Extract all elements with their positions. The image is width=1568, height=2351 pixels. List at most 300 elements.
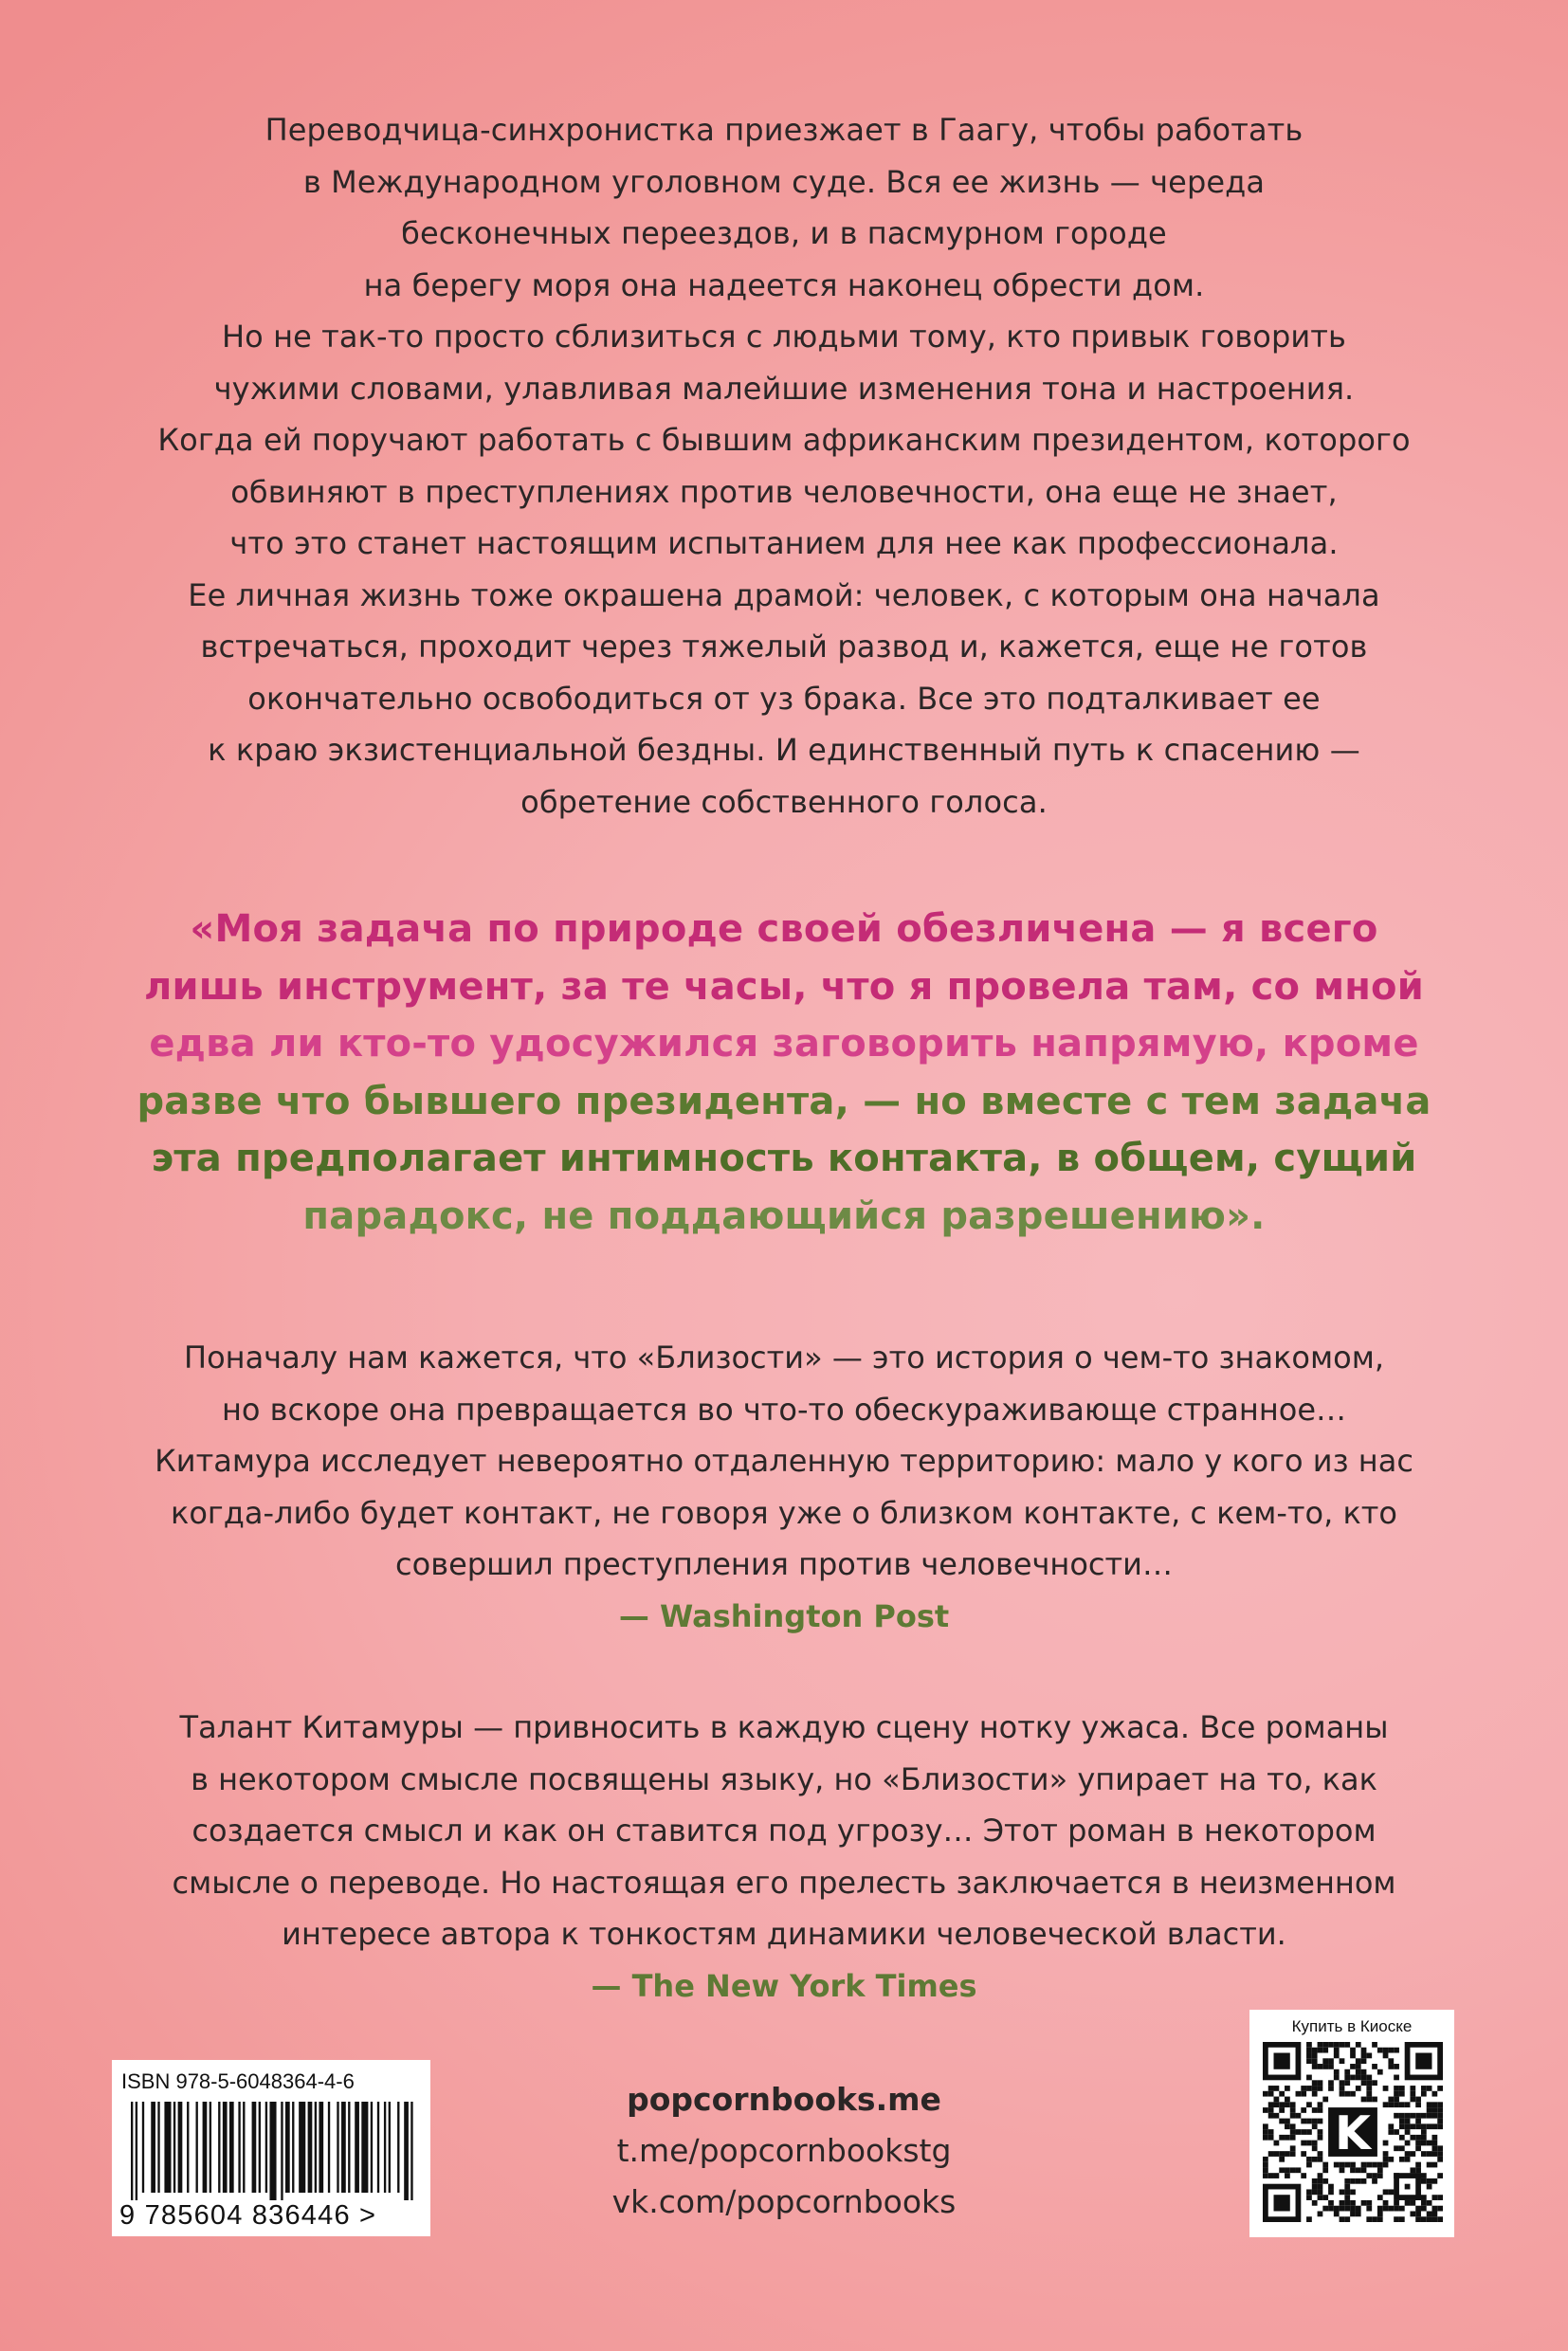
qr-module	[1383, 2086, 1389, 2091]
description-line: Ее личная жизнь тоже окрашена драмой: человек, с которым она начала	[188, 576, 1380, 613]
qr-module	[1268, 2091, 1274, 2097]
description-line: обретение собственного голоса.	[520, 783, 1048, 820]
qr-module	[1274, 2151, 1280, 2157]
qr-module	[1344, 2195, 1350, 2200]
qr-module	[1334, 2069, 1340, 2075]
qr-module	[1394, 2145, 1399, 2151]
barcode-bar	[196, 2102, 198, 2193]
qr-module	[1322, 2167, 1328, 2173]
qr-module	[1366, 2200, 1372, 2206]
qr-module	[1279, 2157, 1285, 2162]
qr-module	[1263, 2123, 1268, 2129]
qr-module	[1285, 2119, 1290, 2124]
qr-module	[1356, 2211, 1361, 2216]
qr-module	[1361, 2167, 1367, 2173]
qr-module	[1318, 2189, 1323, 2195]
qr-caption: Купить в Киоске	[1291, 2017, 1413, 2035]
qr-module	[1322, 2048, 1328, 2053]
qr-module	[1372, 2162, 1377, 2168]
qr-module	[1388, 2189, 1394, 2195]
qr-module	[1328, 2042, 1334, 2048]
qr-module	[1334, 2053, 1340, 2059]
qr-module	[1285, 2151, 1290, 2157]
qr-module	[1312, 2123, 1318, 2129]
qr-module	[1344, 2178, 1350, 2184]
qr-module	[1318, 2080, 1323, 2086]
description-line: что это станет настоящим испытанием для нее как профессионала.	[229, 525, 1339, 561]
review-line: когда-либо будет контакт, не говоря уже о близком контакте, с кем-то, кто	[170, 1494, 1397, 1531]
qr-module	[1340, 2091, 1345, 2097]
qr-module	[1274, 2053, 1290, 2069]
book-description	[0, 104, 1568, 828]
qr-module	[1344, 2075, 1350, 2081]
barcode-bar	[259, 2102, 261, 2193]
qr-module	[1328, 2058, 1334, 2064]
qr-module	[1344, 2042, 1350, 2048]
qr-module	[1312, 2141, 1318, 2146]
qr-module	[1415, 2113, 1421, 2119]
qr-module	[1356, 2086, 1361, 2091]
telegram-link[interactable]: t.me/popcornbookstg	[616, 2132, 952, 2169]
qr-module	[1431, 2151, 1437, 2157]
qr-module	[1268, 2129, 1274, 2135]
qr-module	[1301, 2173, 1306, 2178]
quote-line: лишь инструмент, за те часы, что я провела там, со мной	[144, 964, 1424, 1009]
qr-module	[1312, 2058, 1318, 2064]
qr-module	[1312, 2107, 1318, 2113]
qr-module	[1361, 2058, 1367, 2064]
barcode-bar	[404, 2102, 409, 2200]
qr-module	[1361, 2048, 1367, 2053]
qr-module	[1377, 2069, 1383, 2075]
qr-module	[1306, 2195, 1312, 2200]
description-line: чужими словами, улавливая малейшие изменения тона и настроения.	[213, 370, 1355, 407]
qr-module	[1388, 2206, 1394, 2212]
qr-module	[1405, 2119, 1411, 2124]
qr-module	[1410, 2200, 1415, 2206]
qr-module	[1301, 2091, 1306, 2097]
qr-module	[1437, 2173, 1443, 2178]
qr-module	[1340, 2167, 1345, 2173]
quote-line: эта предполагает интимность контакта, в общем, сущий	[151, 1137, 1417, 1180]
barcode-bar	[328, 2102, 330, 2193]
qr-module	[1377, 2206, 1383, 2212]
qr-module	[1318, 2195, 1323, 2200]
qr-module	[1437, 2086, 1443, 2091]
isbn-label: ISBN 978-5-6048364-4-6	[121, 2069, 355, 2093]
qr-module	[1344, 2200, 1350, 2206]
qr-module	[1366, 2080, 1372, 2086]
qr-module	[1421, 2086, 1427, 2091]
review-line: Китамура исследует невероятно отдаленную территорию: мало у кого из нас	[155, 1443, 1413, 1479]
qr-module	[1410, 2211, 1415, 2216]
qr-module	[1318, 2042, 1323, 2048]
review-line: Поначалу нам кажется, что «Близости» — это история о чем-то знакомом,	[184, 1340, 1384, 1376]
qr-module	[1366, 2097, 1372, 2103]
barcode-bar	[136, 2102, 137, 2200]
qr-module	[1415, 2097, 1421, 2103]
qr-module	[1399, 2206, 1405, 2212]
barcode-bar	[361, 2102, 368, 2193]
qr-module	[1427, 2178, 1432, 2184]
qr-module	[1427, 2184, 1432, 2190]
qr-module	[1334, 2211, 1340, 2216]
qr-module	[1377, 2173, 1383, 2178]
qr-module	[1318, 2173, 1323, 2178]
qr-module	[1399, 2157, 1405, 2162]
review-new-york-times	[0, 1702, 1568, 2012]
barcode-bar	[243, 2102, 245, 2193]
qr-module	[1306, 2086, 1312, 2091]
barcode-bar	[229, 2102, 234, 2193]
qr-module	[1366, 2086, 1372, 2091]
qr-module	[1427, 2113, 1432, 2119]
qr-module	[1328, 2086, 1334, 2091]
qr-module	[1415, 2216, 1421, 2222]
barcode-bar	[341, 2102, 346, 2193]
qr-module	[1263, 2129, 1268, 2135]
qr-module	[1312, 2053, 1318, 2059]
qr-module	[1301, 2129, 1306, 2135]
qr-module	[1405, 2141, 1411, 2146]
qr-module	[1306, 2048, 1312, 2053]
qr-module	[1350, 2178, 1356, 2184]
qr-module	[1312, 2048, 1318, 2053]
qr-module	[1290, 2129, 1296, 2135]
qr-module	[1394, 2129, 1399, 2135]
qr-module	[1394, 2216, 1399, 2222]
qr-module	[1268, 2102, 1274, 2107]
qr-module	[1394, 2102, 1399, 2107]
qr-module	[1415, 2141, 1421, 2146]
review-line: смысле о переводе. Но настоящая его прелесть заключается в неизменном	[172, 1864, 1396, 1901]
qr-module	[1437, 2206, 1443, 2212]
qr-module	[1322, 2206, 1328, 2212]
qr-module	[1318, 2211, 1323, 2216]
qr-module	[1388, 2097, 1394, 2103]
qr-module	[1328, 2206, 1334, 2212]
qr-module	[1399, 2113, 1405, 2119]
qr-module	[1263, 2157, 1268, 2162]
barcode-bar	[151, 2102, 155, 2193]
qr-module	[1285, 2173, 1290, 2178]
qr-module	[1301, 2151, 1306, 2157]
barcode-bar	[252, 2102, 257, 2193]
qr-module	[1421, 2141, 1427, 2146]
site-link[interactable]: popcornbooks.me	[627, 2081, 941, 2118]
qr-module	[1383, 2048, 1389, 2053]
qr-module	[1383, 2189, 1389, 2195]
barcode-graphic	[131, 2102, 415, 2200]
qr-module	[1356, 2069, 1361, 2075]
qr-module	[1383, 2206, 1389, 2212]
qr-module	[1377, 2048, 1383, 2053]
qr-module	[1377, 2211, 1383, 2216]
qr-module	[1301, 2086, 1306, 2091]
qr-module	[1312, 2184, 1318, 2190]
qr-module	[1383, 2151, 1389, 2157]
qr-module	[1388, 2058, 1394, 2064]
qr-module	[1377, 2195, 1383, 2200]
qr-module	[1427, 2123, 1432, 2129]
qr-module	[1296, 2167, 1302, 2173]
qr-module	[1410, 2097, 1415, 2103]
qr-code-box	[1249, 2010, 1454, 2237]
qr-module	[1340, 2162, 1345, 2168]
qr-module	[1431, 2211, 1437, 2216]
qr-module	[1427, 2200, 1432, 2206]
description-line: в Международном уголовном суде. Вся ее жизнь — череда	[302, 163, 1266, 200]
qr-module	[1290, 2113, 1296, 2119]
qr-module	[1437, 2157, 1443, 2162]
barcode-bar	[410, 2102, 412, 2200]
qr-module	[1437, 2151, 1443, 2157]
qr-module	[1366, 2091, 1372, 2097]
qr-module	[1372, 2173, 1377, 2178]
qr-module	[1394, 2091, 1399, 2097]
qr-module	[1306, 2042, 1312, 2048]
qr-module	[1268, 2113, 1274, 2119]
qr-module	[1431, 2145, 1437, 2151]
qr-module	[1296, 2129, 1302, 2135]
barcode-bar	[223, 2102, 228, 2193]
qr-module	[1405, 2129, 1411, 2135]
barcode-bar	[319, 2102, 323, 2193]
qr-module	[1290, 2151, 1296, 2157]
barcode-bar	[308, 2102, 313, 2193]
qr-module	[1356, 2206, 1361, 2212]
quote-line: разве что бывшего президента, — но вместе с тем задача	[137, 1079, 1431, 1123]
qr-module	[1296, 2091, 1302, 2097]
quote-line: едва ли кто-то удосужился заговорить напрямую, кроме	[149, 1022, 1419, 1066]
qr-module	[1318, 2184, 1323, 2190]
qr-module	[1383, 2157, 1389, 2162]
qr-module	[1344, 2206, 1350, 2212]
qr-module	[1437, 2195, 1443, 2200]
qr-module	[1366, 2162, 1372, 2168]
qr-module	[1306, 2189, 1312, 2195]
qr-module	[1290, 2107, 1296, 2113]
qr-module	[1431, 2216, 1437, 2222]
barcode-digits: 9 785604 836446 >	[119, 2200, 377, 2231]
qr-module	[1399, 2086, 1405, 2091]
qr-module	[1312, 2080, 1318, 2086]
qr-module	[1405, 2113, 1411, 2119]
qr-module	[1394, 2075, 1399, 2081]
qr-module	[1306, 2162, 1312, 2168]
description-line: Переводчица-синхронистка приезжает в Гаагу, чтобы работать	[264, 112, 1304, 148]
qr-module	[1274, 2086, 1280, 2091]
qr-module	[1350, 2048, 1356, 2053]
qr-module	[1274, 2102, 1280, 2107]
qr-code-icon[interactable]	[1263, 2042, 1443, 2222]
qr-module	[1427, 2211, 1432, 2216]
qr-module	[1421, 2195, 1427, 2200]
qr-module	[1383, 2053, 1389, 2059]
qr-module	[1340, 2058, 1345, 2064]
qr-module	[1405, 2200, 1411, 2206]
qr-module	[1394, 2113, 1399, 2119]
qr-module	[1279, 2102, 1285, 2107]
qr-module	[1274, 2141, 1280, 2146]
qr-module	[1290, 2145, 1296, 2151]
description-line: встречаться, проходит через тяжелый развод и, кажется, еще не готов	[200, 629, 1368, 665]
qr-module	[1301, 2141, 1306, 2146]
review-source: — Washington Post	[618, 1597, 950, 1634]
qr-module	[1340, 2086, 1345, 2091]
qr-module	[1268, 2151, 1274, 2157]
qr-module	[1399, 2123, 1405, 2129]
qr-module	[1306, 2216, 1312, 2222]
qr-module	[1285, 2135, 1290, 2141]
qr-module	[1268, 2107, 1274, 2113]
qr-module	[1421, 2151, 1427, 2157]
qr-module	[1399, 2091, 1405, 2097]
qr-module	[1415, 2167, 1421, 2173]
qr-module	[1361, 2069, 1367, 2075]
description-line: бесконечных переездов, и в пасмурном городе	[401, 215, 1167, 251]
qr-module	[1431, 2162, 1437, 2168]
qr-module	[1268, 2173, 1274, 2178]
qr-module	[1285, 2123, 1290, 2129]
qr-module	[1377, 2216, 1383, 2222]
qr-module	[1350, 2189, 1356, 2195]
qr-module	[1290, 2135, 1296, 2141]
qr-module	[1366, 2216, 1372, 2222]
qr-module	[1405, 2102, 1411, 2107]
qr-module	[1394, 2200, 1399, 2206]
qr-module	[1350, 2091, 1356, 2097]
qr-module	[1306, 2119, 1312, 2124]
qr-module	[1431, 2178, 1437, 2184]
qr-module	[1427, 2162, 1432, 2168]
qr-module	[1301, 2119, 1306, 2124]
qr-module	[1421, 2173, 1427, 2178]
qr-module	[1437, 2145, 1443, 2151]
qr-module	[1279, 2151, 1285, 2157]
barcode-bar	[164, 2102, 171, 2193]
qr-module	[1437, 2123, 1443, 2129]
qr-module	[1405, 2157, 1411, 2162]
qr-module	[1306, 2058, 1312, 2064]
qr-module	[1356, 2058, 1361, 2064]
publisher-links	[540, 2074, 1028, 2228]
qr-module	[1410, 2091, 1415, 2097]
qr-module	[1415, 2162, 1421, 2168]
vk-link[interactable]: vk.com/popcornbooks	[611, 2183, 957, 2220]
qr-module	[1421, 2206, 1427, 2212]
qr-module	[1279, 2091, 1285, 2097]
qr-module	[1372, 2178, 1377, 2184]
qr-module	[1350, 2053, 1356, 2059]
qr-module	[1431, 2195, 1437, 2200]
qr-module	[1322, 2042, 1328, 2048]
qr-module	[1415, 2053, 1431, 2069]
review-line: создается смысл и как он ставится под угрозу… Этот роман в некотором	[191, 1813, 1377, 1849]
qr-module	[1290, 2102, 1296, 2107]
qr-module	[1356, 2075, 1361, 2081]
qr-module	[1366, 2075, 1372, 2081]
qr-module	[1263, 2107, 1268, 2113]
barcode-bar	[131, 2102, 133, 2200]
qr-module	[1415, 2123, 1421, 2129]
qr-module	[1318, 2129, 1323, 2135]
qr-module	[1344, 2080, 1350, 2086]
qr-module	[1377, 2162, 1383, 2168]
qr-module	[1312, 2119, 1318, 2124]
qr-module	[1361, 2178, 1367, 2184]
barcode-bar	[281, 2102, 283, 2200]
qr-module	[1312, 2189, 1318, 2195]
qr-module	[1383, 2162, 1389, 2168]
qr-module	[1306, 2053, 1312, 2059]
qr-module	[1322, 2162, 1328, 2168]
qr-module	[1421, 2216, 1427, 2222]
barcode-bar	[178, 2102, 183, 2193]
qr-module	[1383, 2141, 1389, 2146]
qr-module	[1399, 2145, 1405, 2151]
qr-module	[1427, 2086, 1432, 2091]
qr-module	[1410, 2086, 1415, 2091]
qr-module	[1405, 2123, 1411, 2129]
qr-module	[1388, 2123, 1394, 2129]
qr-module	[1274, 2195, 1290, 2211]
qr-module	[1350, 2075, 1356, 2081]
qr-module	[1350, 2206, 1356, 2212]
qr-module	[1431, 2135, 1437, 2141]
barcode-bar	[315, 2102, 317, 2193]
qr-module	[1356, 2064, 1361, 2069]
qr-module	[1279, 2119, 1285, 2124]
qr-module	[1344, 2069, 1350, 2075]
qr-module	[1274, 2113, 1280, 2119]
qr-module	[1312, 2086, 1318, 2091]
barcode-bar	[187, 2102, 189, 2193]
quote-line: «Моя задача по природе своей обезличена — я всего	[190, 907, 1378, 951]
qr-module	[1312, 2178, 1318, 2184]
barcode-bar	[218, 2102, 220, 2193]
qr-module	[1437, 2119, 1443, 2124]
qr-module	[1274, 2097, 1280, 2103]
qr-module	[1415, 2206, 1421, 2212]
qr-module	[1301, 2107, 1306, 2113]
barcode-bar	[371, 2102, 373, 2193]
qr-module	[1372, 2064, 1377, 2069]
qr-module	[1312, 2157, 1318, 2162]
qr-module	[1431, 2206, 1437, 2212]
barcode-bar	[337, 2102, 338, 2193]
qr-module	[1399, 2135, 1405, 2141]
qr-module	[1431, 2123, 1437, 2129]
qr-module	[1383, 2200, 1389, 2206]
qr-module	[1421, 2123, 1427, 2129]
qr-module	[1421, 2113, 1427, 2119]
qr-module	[1427, 2141, 1432, 2146]
qr-module	[1394, 2206, 1399, 2212]
qr-module	[1306, 2157, 1312, 2162]
qr-module	[1318, 2119, 1323, 2124]
qr-module	[1427, 2216, 1432, 2222]
barcode-bar	[157, 2102, 159, 2193]
qr-module	[1263, 2173, 1268, 2178]
qr-module	[1290, 2167, 1296, 2173]
qr-module	[1361, 2053, 1367, 2059]
qr-module	[1356, 2167, 1361, 2173]
barcode-bar	[203, 2102, 208, 2193]
qr-module	[1350, 2200, 1356, 2206]
qr-module	[1410, 2113, 1415, 2119]
qr-module	[1415, 2119, 1421, 2124]
